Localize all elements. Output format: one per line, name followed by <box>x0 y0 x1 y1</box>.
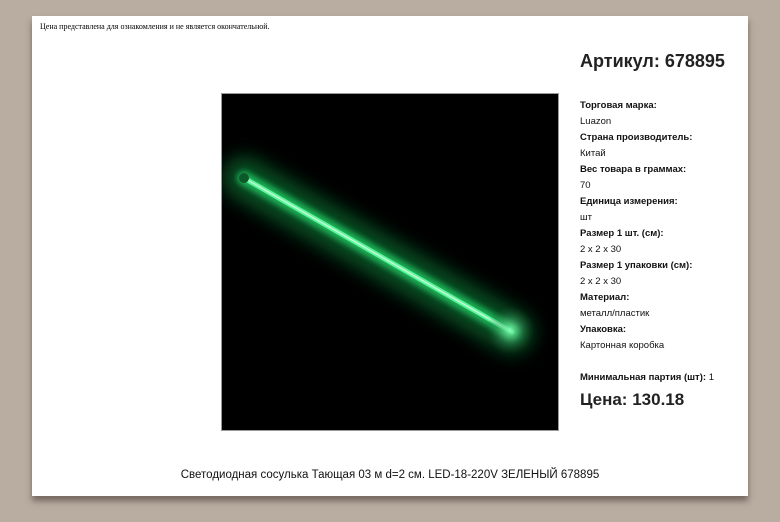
spec-label-weight: Вес товара в граммах: <box>580 164 687 175</box>
min-batch <box>580 372 714 383</box>
price-label: Цена: <box>580 390 628 409</box>
product-sheet <box>32 16 748 496</box>
article-label: Артикул: <box>580 51 660 71</box>
spec-label-unit: Единица измерения: <box>580 196 678 207</box>
min-batch-label: Минимальная партия (шт): <box>580 372 707 383</box>
min-batch-value: 1 <box>708 372 714 383</box>
spec-label-brand: Торговая марка: <box>580 100 657 111</box>
spec-value-packaging: Картонная коробка <box>580 340 665 351</box>
spec-value-material: металл/пластик <box>580 308 650 319</box>
led-icicle-image <box>222 94 558 430</box>
product-title: Светодиодная сосулька Тающая 03 м d=2 см. LED-18-220V ЗЕЛЕНЫЙ 678895 <box>180 469 600 481</box>
spec-label-item-size: Размер 1 шт. (см): <box>580 228 664 239</box>
spec-list <box>580 98 745 354</box>
spec-value-weight: 70 <box>580 180 591 191</box>
price-disclaimer: Цена представлена для ознакомления и не является окончательной. <box>40 22 270 31</box>
spec-value-unit: шт <box>580 212 592 223</box>
spec-label-material: Материал: <box>580 292 630 303</box>
spec-label-package-size: Размер 1 упаковки (см): <box>580 260 693 271</box>
spec-label-packaging: Упаковка: <box>580 324 627 335</box>
article-value: 678895 <box>664 51 725 71</box>
spec-value-package-size: 2 х 2 х 30 <box>580 276 622 287</box>
spec-label-country: Страна производитель: <box>580 132 693 143</box>
product-photo <box>221 93 559 431</box>
price <box>580 390 684 410</box>
spec-value-brand: Luazon <box>580 116 612 127</box>
article-number <box>580 51 725 72</box>
spec-value-item-size: 2 х 2 х 30 <box>580 244 622 255</box>
price-value: 130.18 <box>632 390 685 409</box>
spec-value-country: Китай <box>580 148 606 159</box>
